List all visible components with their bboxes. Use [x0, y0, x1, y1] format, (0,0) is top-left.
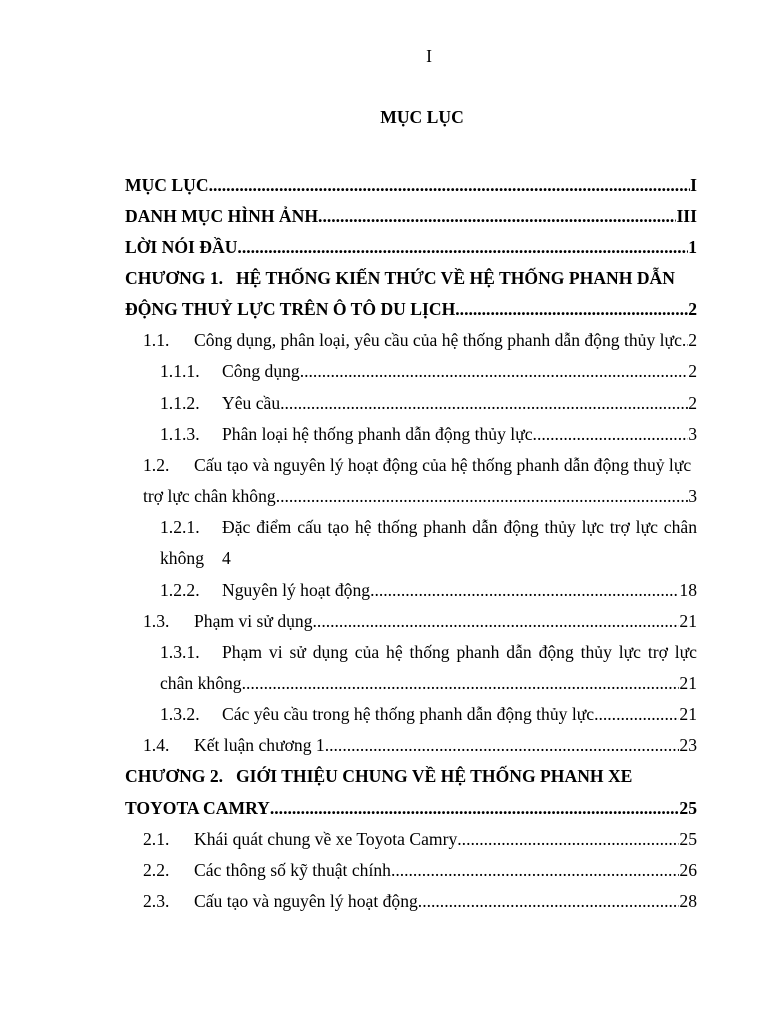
toc-line	[125, 325, 697, 356]
toc-entry	[125, 388, 697, 419]
entry-number: 2.2.	[143, 859, 170, 880]
entry-page-number: 2	[688, 299, 697, 320]
toc-line	[125, 388, 697, 419]
entry-page-number: 26	[679, 859, 697, 880]
toc-line	[125, 761, 697, 792]
dot-leader	[370, 575, 679, 606]
toc-entry	[125, 730, 697, 761]
toc-line	[125, 793, 697, 824]
toc-entry	[125, 824, 697, 855]
toc-entry	[125, 886, 697, 917]
toc-line	[125, 356, 697, 387]
toc-entry	[125, 699, 697, 730]
toc-line	[125, 824, 697, 855]
entry-page-number: 18	[679, 579, 697, 600]
entry-title: Cấu tạo và nguyên lý hoạt động của hệ thống phanh dẫn động thuỷ lực	[194, 454, 692, 475]
toc-entry	[125, 232, 697, 263]
toc-line	[125, 855, 697, 886]
entry-title: Các yêu cầu trong hệ thống phanh dẫn động thủy lực	[222, 704, 595, 725]
toc-entry-chapter	[125, 761, 697, 823]
entry-number: 2.1.	[143, 828, 170, 849]
toc-line	[125, 263, 697, 294]
dot-leader	[318, 201, 676, 232]
entry-title: Kết luận chương 1	[194, 735, 325, 756]
toc-line	[125, 481, 697, 512]
entry-number: 1.2.1.	[160, 517, 200, 538]
entry-number: 1.4.	[143, 735, 170, 756]
entry-number: 1.1.2.	[160, 392, 200, 413]
page-title: MỤC LỤC	[380, 107, 464, 127]
dot-leader	[276, 481, 689, 512]
toc-line	[125, 419, 697, 450]
entry-number: 1.3.2.	[160, 704, 200, 725]
toc-entry	[125, 450, 697, 512]
entry-title: HỆ THỐNG KIẾN THỨC VỀ HỆ THỐNG PHANH DẪN	[236, 267, 675, 288]
entry-number: 2.3.	[143, 891, 170, 912]
entry-page-number: 2	[688, 392, 697, 413]
toc-line	[125, 668, 697, 699]
entry-page-number: 21	[679, 704, 697, 725]
dot-leader	[300, 356, 688, 387]
entry-title: Đặc điểm cấu tạo hệ thống phanh dẫn động thủy lực trợ lực chân	[222, 517, 697, 538]
dot-leader	[457, 824, 679, 855]
toc-line	[125, 637, 697, 668]
entry-number: 1.3.1.	[160, 641, 200, 662]
entry-title-continued: chân không	[160, 673, 242, 693]
entry-page-number: 21	[679, 673, 697, 693]
toc-entry	[125, 606, 697, 637]
toc-line	[125, 886, 697, 917]
entry-page-number: 25	[679, 828, 697, 849]
entry-title: Các thông số kỹ thuật chính	[194, 859, 391, 880]
toc-line	[125, 730, 697, 761]
toc-entry	[125, 419, 697, 450]
table-of-contents	[125, 170, 697, 918]
entry-title: Công dụng, phân loại, yêu cầu của hệ thống phanh dẫn động thủy lực	[194, 330, 682, 351]
entry-number: 1.2.	[143, 454, 170, 475]
entry-title: Nguyên lý hoạt động	[222, 579, 371, 600]
entry-title-continued: TOYOTA CAMRY	[125, 797, 270, 818]
toc-line	[125, 201, 697, 232]
entry-title: Công dụng	[222, 361, 300, 382]
entry-page-number: 2	[688, 361, 697, 382]
entry-page-number: 3	[688, 423, 697, 444]
toc-entry	[125, 170, 697, 201]
toc-line	[125, 575, 697, 606]
entry-page-number: 21	[679, 610, 697, 631]
toc-entry	[125, 201, 697, 232]
entry-title: LỜI NÓI ĐẦU	[125, 236, 238, 257]
dot-leader	[391, 855, 679, 886]
entry-title: Cấu tạo và nguyên lý hoạt động	[194, 891, 418, 912]
entry-page-number: 28	[679, 891, 697, 912]
entry-title: GIỚI THIỆU CHUNG VỀ HỆ THỐNG PHANH XE	[236, 766, 633, 787]
dot-leader	[594, 699, 679, 730]
entry-title-continued: ĐỘNG THUỶ LỰC TRÊN Ô TÔ DU LỊCH	[125, 299, 456, 320]
entry-title: DANH MỤC HÌNH ẢNH	[125, 205, 319, 226]
toc-line	[125, 232, 697, 263]
entry-number: 1.1.3.	[160, 423, 200, 444]
dot-leader	[418, 886, 680, 917]
entry-title: Khái quát chung về xe Toyota Camry	[194, 828, 458, 849]
dot-leader	[270, 793, 680, 824]
page-number: I	[426, 46, 432, 66]
entry-page-number: 3	[688, 486, 697, 507]
toc-line	[125, 170, 697, 201]
toc-entry	[125, 325, 697, 356]
toc-entry	[125, 637, 697, 699]
toc-entry	[125, 855, 697, 886]
toc-entry	[125, 356, 697, 387]
toc-line	[125, 294, 697, 325]
dot-leader	[280, 388, 688, 419]
entry-title-continued: trợ lực chân không	[143, 486, 276, 507]
entry-page-number: 25	[679, 797, 697, 818]
entry-page-number: I	[690, 174, 697, 195]
dot-leader	[242, 668, 680, 699]
entry-title: Yêu cầu	[222, 392, 281, 413]
dot-leader	[533, 419, 689, 450]
entry-title: MỤC LỤC	[125, 174, 209, 195]
toc-line	[125, 543, 697, 574]
entry-number: CHƯƠNG 1.	[125, 267, 224, 288]
entry-page-number: 2	[688, 330, 697, 351]
entry-number: 1.1.	[143, 330, 170, 351]
entry-title: Phạm vi sử dụng của hệ thống phanh dẫn động thủy lực trợ lực	[222, 641, 697, 662]
entry-title: Phạm vi sử dụng	[194, 610, 313, 631]
entry-number: 1.1.1.	[160, 361, 200, 382]
entry-number: 1.3.	[143, 610, 170, 631]
entry-number: 1.2.2.	[160, 579, 200, 600]
dot-leader	[209, 170, 691, 201]
toc-line	[125, 699, 697, 730]
toc-entry	[125, 575, 697, 606]
entry-title-continued: không	[160, 548, 204, 569]
dot-leader	[325, 730, 680, 761]
toc-line	[125, 512, 697, 543]
entry-page-number: 23	[679, 735, 697, 756]
entry-page-number: 4	[222, 548, 231, 569]
entry-page-number: III	[676, 205, 697, 226]
entry-title: Phân loại hệ thống phanh dẫn động thủy lực	[222, 423, 533, 444]
dot-leader	[455, 294, 688, 325]
entry-page-number: 1	[688, 236, 697, 257]
toc-line	[125, 450, 697, 481]
toc-line	[125, 606, 697, 637]
toc-entry-chapter	[125, 263, 697, 325]
toc-entry	[125, 512, 697, 574]
dot-leader	[313, 606, 680, 637]
dot-leader	[237, 232, 688, 263]
entry-number: CHƯƠNG 2.	[125, 766, 224, 787]
